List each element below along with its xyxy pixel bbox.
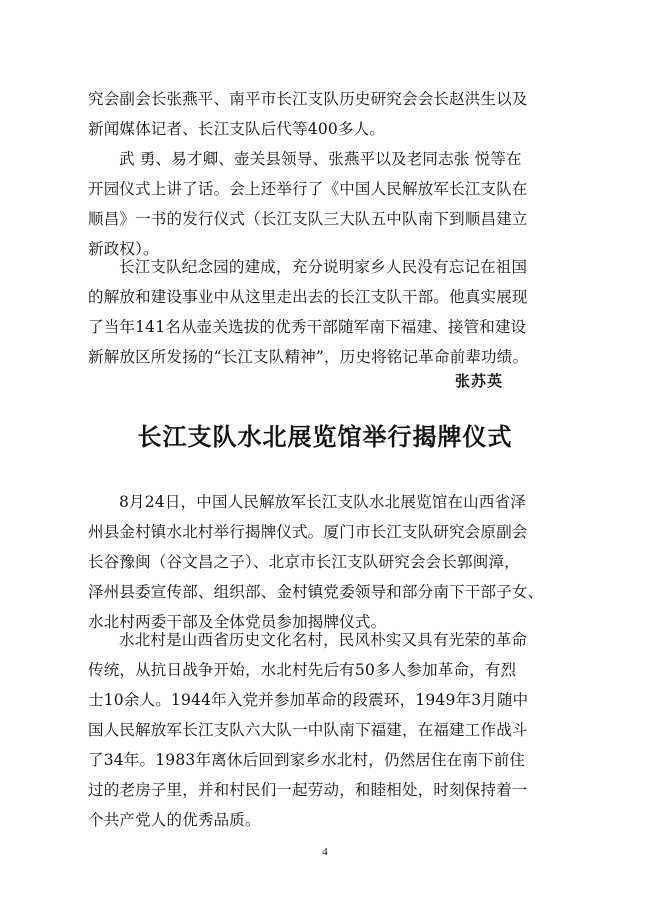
text-line: 顺昌》一书的发行仪式（长江支队三大队五中队南下到顺昌建立 [88, 210, 528, 228]
text-line: 新闻媒体记者、长江支队后代等400多人。 [88, 120, 386, 138]
text-line: 武 勇、易才卿、壶关县领导、张燕平以及老同志张 悦等在 [119, 150, 522, 168]
text-line: 长谷豫闽（谷文昌之子）、北京市长江支队研究会会长郭闽漳， [88, 553, 520, 571]
text-line: 个共产党人的优秀品质。 [88, 811, 261, 829]
article1-paragraph-3 [88, 252, 570, 372]
text-line: 过的老房子里，并和村民们一起劳动，和睦相处，时刻保持着一 [88, 781, 528, 799]
text-line: 水北村是山西省历史文化名村，民风朴实又具有光荣的革命 [119, 631, 528, 649]
text-line: 开园仪式上讲了话。会上还举行了《中国人民解放军长江支队在 [88, 180, 528, 198]
text-line: 传统，从抗日战争开始，水北村先后有50多人参加革命，有烈 [88, 661, 517, 679]
text-line: 州县金村镇水北村举行揭牌仪式。厦门市长江支队研究会原副会 [88, 523, 528, 541]
article2-paragraph-1 [88, 487, 570, 637]
article2-paragraph-2 [88, 625, 570, 835]
text-line: 水北村两委干部及全体党员参加揭牌仪式。 [88, 613, 387, 631]
text-line: 了34年。1983年离休后回到家乡水北村，仍然居住在南下前住 [88, 751, 526, 769]
article-title: 长江支队水北展览馆举行揭牌仪式 [137, 423, 513, 451]
text-line: 新政权）。 [88, 240, 159, 258]
text-line: 究会副会长张燕平、南平市长江支队历史研究会会长赵洪生以及 [88, 90, 528, 108]
text-line: 新解放区所发扬的“长江支队精神”，历史将铭记革命前辈功绩。 [88, 348, 529, 366]
text-line: 了当年141名从壶关选拔的优秀干部随军南下福建、接管和建设 [88, 318, 527, 336]
article1-paragraph-2 [88, 144, 570, 264]
text-line: 的解放和建设事业中从这里走出去的长江支队干部。他真实展现 [88, 288, 528, 306]
text-line: 泽州县委宣传部、组织部、金村镇党委领导和部分南下干部子女、 [88, 583, 544, 601]
text-line: 8月24日，中国人民解放军长江支队水北展览馆在山西省泽 [119, 493, 526, 511]
text-line: 长江支队纪念园的建成，充分说明家乡人民没有忘记在祖国 [119, 258, 528, 276]
text-line: 士10余人。1944年入党并参加革命的段震环，1949年3月随中 [88, 691, 529, 709]
article1-paragraph-1 [88, 84, 570, 144]
page-number: 4 [322, 846, 328, 858]
author-name: 张苏英 [455, 372, 504, 390]
text-line: 国人民解放军长江支队六大队一中队南下福建，在福建工作战斗 [88, 721, 528, 739]
